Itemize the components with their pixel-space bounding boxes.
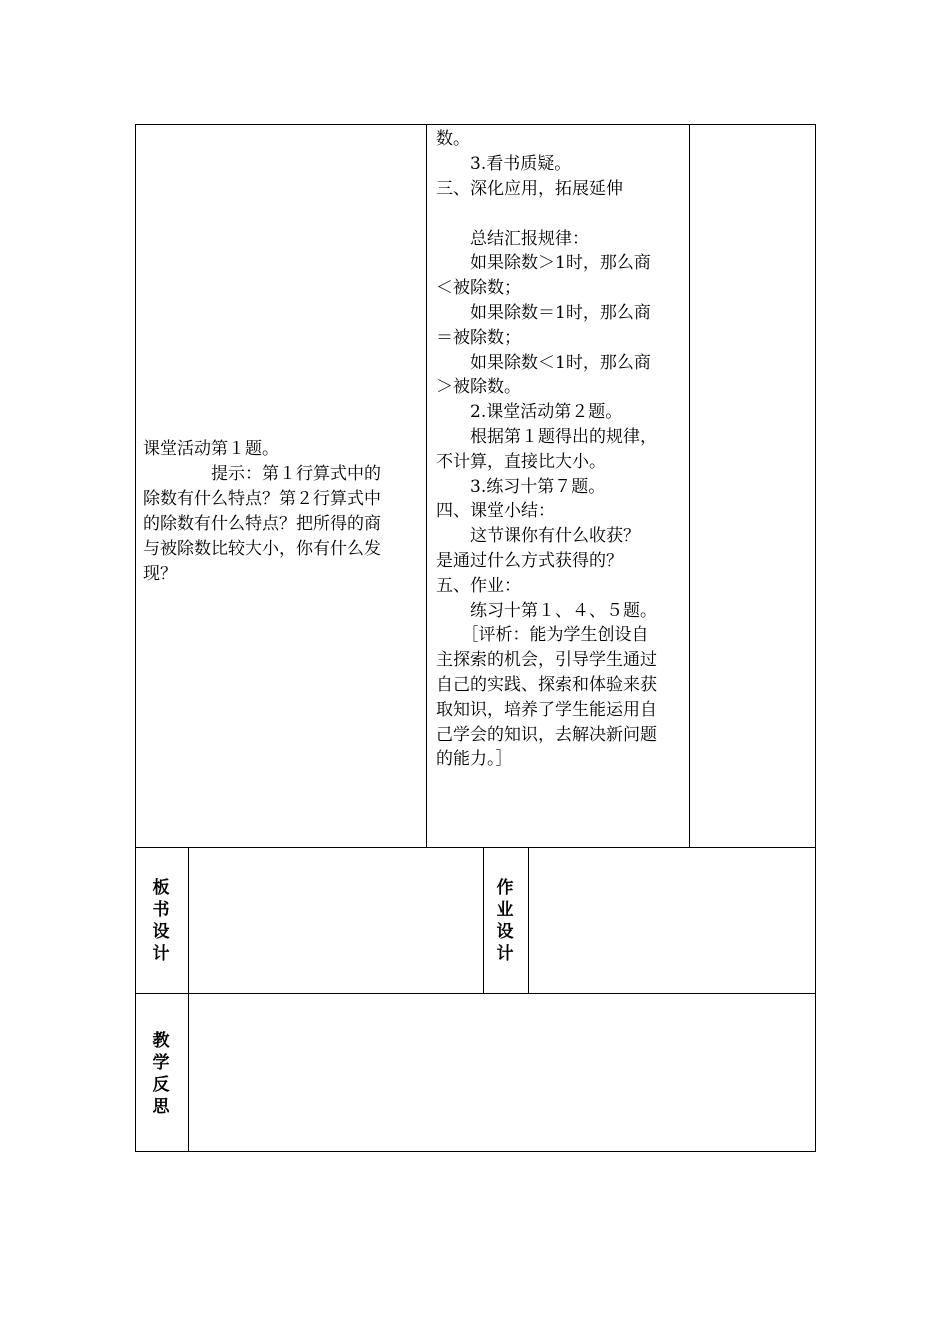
label-char: 思 bbox=[152, 1097, 170, 1117]
col-divider-board-end bbox=[483, 847, 484, 994]
middle-line: 如果除数＜1时，那么商 bbox=[436, 353, 651, 373]
row-divider-2 bbox=[135, 993, 816, 994]
middle-line: 根据第１题得出的规律， bbox=[436, 427, 657, 447]
middle-line: 己学会的知识，去解决新问题 bbox=[436, 725, 657, 745]
col-divider-top-1 bbox=[426, 124, 427, 848]
label-char: 设 bbox=[152, 922, 170, 942]
label-char: 学 bbox=[152, 1053, 170, 1073]
left-line: 提示：第１行算式中的 bbox=[143, 464, 381, 484]
board-design-label bbox=[151, 877, 171, 965]
table-right-border bbox=[815, 124, 816, 1152]
label-char: 教 bbox=[152, 1031, 170, 1051]
label-char: 书 bbox=[152, 900, 170, 920]
middle-line: 如果除数＞1时，那么商 bbox=[436, 253, 651, 273]
middle-line: 如果除数＝1时，那么商 bbox=[436, 303, 651, 323]
col-divider-homework-label bbox=[528, 847, 529, 994]
middle-line: 自己的实践、探索和体验来获 bbox=[436, 675, 657, 695]
teaching-reflection-label bbox=[151, 1030, 171, 1118]
middle-line: 2.课堂活动第２题。 bbox=[436, 402, 623, 422]
label-char: 设 bbox=[496, 922, 514, 942]
label-char: 作 bbox=[496, 878, 514, 898]
middle-line: 数。 bbox=[436, 129, 470, 149]
middle-line: ＜被除数； bbox=[436, 278, 521, 298]
middle-line: 总结汇报规律： bbox=[436, 229, 589, 249]
middle-line: 这节课你有什么收获？ bbox=[436, 526, 640, 546]
middle-line: ＝被除数； bbox=[436, 328, 521, 348]
middle-line: 3.练习十第７题。 bbox=[436, 477, 606, 497]
middle-line: 的能力。］ bbox=[436, 749, 513, 769]
homework-design-label bbox=[495, 877, 515, 965]
middle-line: 练习十第１、４、５题。 bbox=[436, 601, 657, 621]
middle-line: 三、深化应用，拓展延伸 bbox=[436, 179, 623, 199]
table-top-border bbox=[135, 124, 816, 125]
left-line: 课堂活动第１题。 bbox=[143, 439, 279, 459]
label-char: 业 bbox=[496, 900, 514, 920]
label-char: 板 bbox=[152, 878, 170, 898]
middle-line: ［评析：能为学生创设自 bbox=[436, 625, 649, 645]
label-char: 计 bbox=[496, 944, 514, 964]
label-char: 反 bbox=[152, 1075, 170, 1095]
middle-line: ＞被除数。 bbox=[436, 377, 521, 397]
col-divider-top-2 bbox=[689, 124, 690, 848]
table-bottom-border bbox=[135, 1151, 816, 1152]
middle-line: 主探索的机会，引导学生通过 bbox=[436, 650, 657, 670]
label-char: 计 bbox=[152, 944, 170, 964]
table-left-border bbox=[135, 124, 136, 1152]
middle-line: 取知识，培养了学生能运用自 bbox=[436, 700, 657, 720]
left-line: 现？ bbox=[143, 564, 177, 584]
left-line: 的除数有什么特点？把所得的商 bbox=[143, 514, 381, 534]
middle-line: 五、作业： bbox=[436, 576, 521, 596]
left-line: 与被除数比较大小，你有什么发 bbox=[143, 539, 381, 559]
middle-line: 是通过什么方式获得的？ bbox=[436, 551, 623, 571]
middle-line: 四、课堂小结： bbox=[436, 501, 555, 521]
col-divider-label-left bbox=[188, 847, 189, 1152]
middle-line: 不计算，直接比大小。 bbox=[436, 452, 606, 472]
left-line: 除数有什么特点？第２行算式中 bbox=[143, 489, 381, 509]
middle-line: 3.看书质疑。 bbox=[436, 154, 572, 174]
row-divider-1 bbox=[135, 847, 816, 848]
